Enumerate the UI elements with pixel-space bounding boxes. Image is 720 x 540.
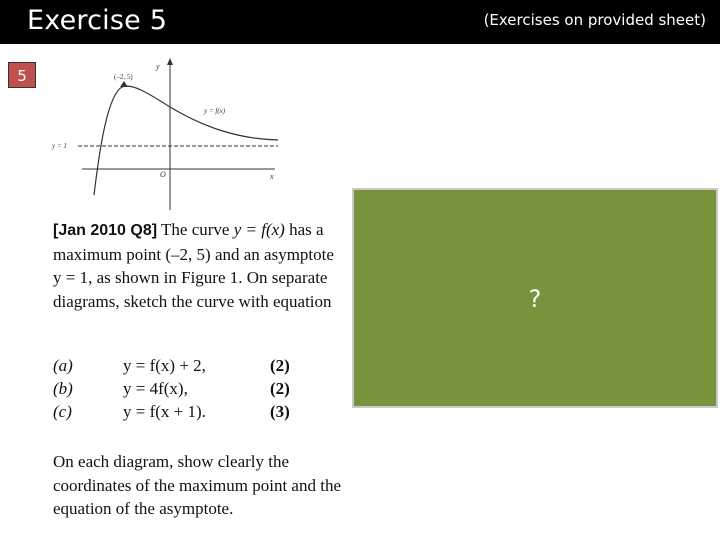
y-axis-arrow [167, 58, 173, 65]
part-marks: (2) [270, 379, 290, 398]
title-bar [0, 0, 720, 44]
y-axis-label: y [156, 62, 160, 71]
max-point-marker [120, 81, 128, 87]
asymptote-label: y = 1 [52, 142, 67, 150]
answer-placeholder: ? [528, 285, 542, 313]
curve-fx [94, 86, 278, 195]
part-label: (a) [53, 356, 73, 375]
part-equation: y = 4f(x), [123, 379, 188, 398]
origin-label: O [160, 170, 166, 179]
figure-graph [50, 55, 285, 215]
slide-subtitle: (Exercises on provided sheet) [483, 11, 706, 29]
question-part [53, 402, 303, 425]
question-part [53, 356, 303, 379]
part-marks: (3) [270, 402, 290, 421]
part-equation: y = f(x + 1). [123, 402, 206, 421]
question-footer: On each diagram, show clearly the coordinates of the maximum point and the equation of the asymptote. [53, 452, 341, 518]
max-point-label: (–2, 5) [114, 73, 133, 81]
part-marks: (2) [270, 356, 290, 375]
answer-reveal-box[interactable] [352, 188, 718, 408]
question-equation: y = f(x) [233, 220, 285, 239]
question-parts [53, 356, 303, 425]
question-intro-b: has a maximum point (–2, 5) and an asymptote y = 1, as shown in Figure 1. On separate diagrams, sketch the curve with equation [53, 220, 334, 311]
slide-title: Exercise 5 [27, 5, 168, 36]
question-number-badge: 5 [8, 62, 36, 88]
x-axis-label: x [270, 172, 274, 181]
part-label: (c) [53, 402, 72, 421]
question-part [53, 379, 303, 402]
curve-label: y = f(x) [204, 107, 226, 115]
part-label: (b) [53, 379, 73, 398]
part-equation: y = f(x) + 2, [123, 356, 206, 375]
question-text [53, 218, 343, 313]
question-intro-a: The curve [161, 220, 230, 239]
question-source: [Jan 2010 Q8] [53, 222, 158, 239]
